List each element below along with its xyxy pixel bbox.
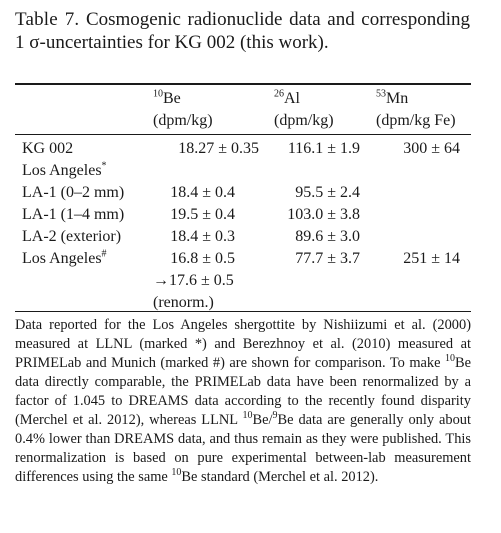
cell-al: 77.7 ± 3.7: [295, 250, 360, 267]
header-rule: [15, 134, 471, 135]
row-name: Los Angeles*: [22, 160, 107, 179]
cell-mn: 251 ± 14: [403, 250, 460, 267]
cell-be: 18.4 ± 0.3: [170, 228, 235, 245]
cell-al: 89.6 ± 3.0: [295, 228, 360, 245]
column-unit-mn: (dpm/kg Fe): [376, 112, 456, 129]
cell-mn: 300 ± 64: [403, 140, 460, 157]
cell-al: 95.5 ± 2.4: [295, 184, 360, 201]
renorm-label: (renorm.): [153, 294, 214, 311]
row-name: LA-1 (0–2 mm): [22, 184, 125, 201]
row-name: LA-1 (1–4 mm): [22, 206, 125, 223]
renorm-value: →17.6 ± 0.5: [153, 272, 234, 289]
row-name: Los Angeles#: [22, 248, 107, 267]
cell-be: 18.27 ± 0.35: [178, 140, 259, 157]
row-name: KG 002: [22, 140, 74, 157]
cell-al: 103.0 ± 3.8: [287, 206, 360, 223]
cell-al: 116.1 ± 1.9: [287, 140, 360, 157]
cell-be: 19.5 ± 0.4: [170, 206, 235, 223]
bottom-rule: [15, 311, 471, 312]
cell-be: 16.8 ± 0.5: [170, 250, 235, 267]
cell-be: 18.4 ± 0.4: [170, 184, 235, 201]
table-label: Table 7.: [15, 9, 80, 30]
column-header-al: $^{26}$Al: [274, 88, 300, 107]
row-name: LA-2 (exterior): [22, 228, 122, 245]
column-unit-be: (dpm/kg): [153, 112, 213, 129]
top-rule: [15, 83, 471, 85]
column-unit-al: (dpm/kg): [274, 112, 334, 129]
table-title: Cosmogenic radionuclide data and corresponding 1 σ-uncertainties for KG 002 (this work).: [15, 9, 471, 53]
table-caption: [15, 8, 470, 54]
column-header-be: $^{10}$Be: [153, 88, 181, 107]
column-header-mn: $^{53}$Mn: [376, 88, 409, 107]
table-footnote: Data reported for the Los Angeles shergottite by Nishiizumi et al. (2000) measured at LLNL (marked *) and Berezhnoy et al. (2010) measured at PRIMELab and Munich (marked #) are shown for comparison. To make $^{10}$Be data directly comparable, the PRIMELab data have been renormalized by a factor of 1.045 to DREAMS data according to the recently found disparity (Merchel et al. 2012), whereas LLNL $^{10}$Be/$^9$Be data are generally only about 0.4% lower than DREAMS data, and thus remain as they were published. This renormalization is based on pure experimental between-lab measurement differences using the same $^{10}$Be standard (Merchel et al. 2012).: [15, 317, 471, 485]
